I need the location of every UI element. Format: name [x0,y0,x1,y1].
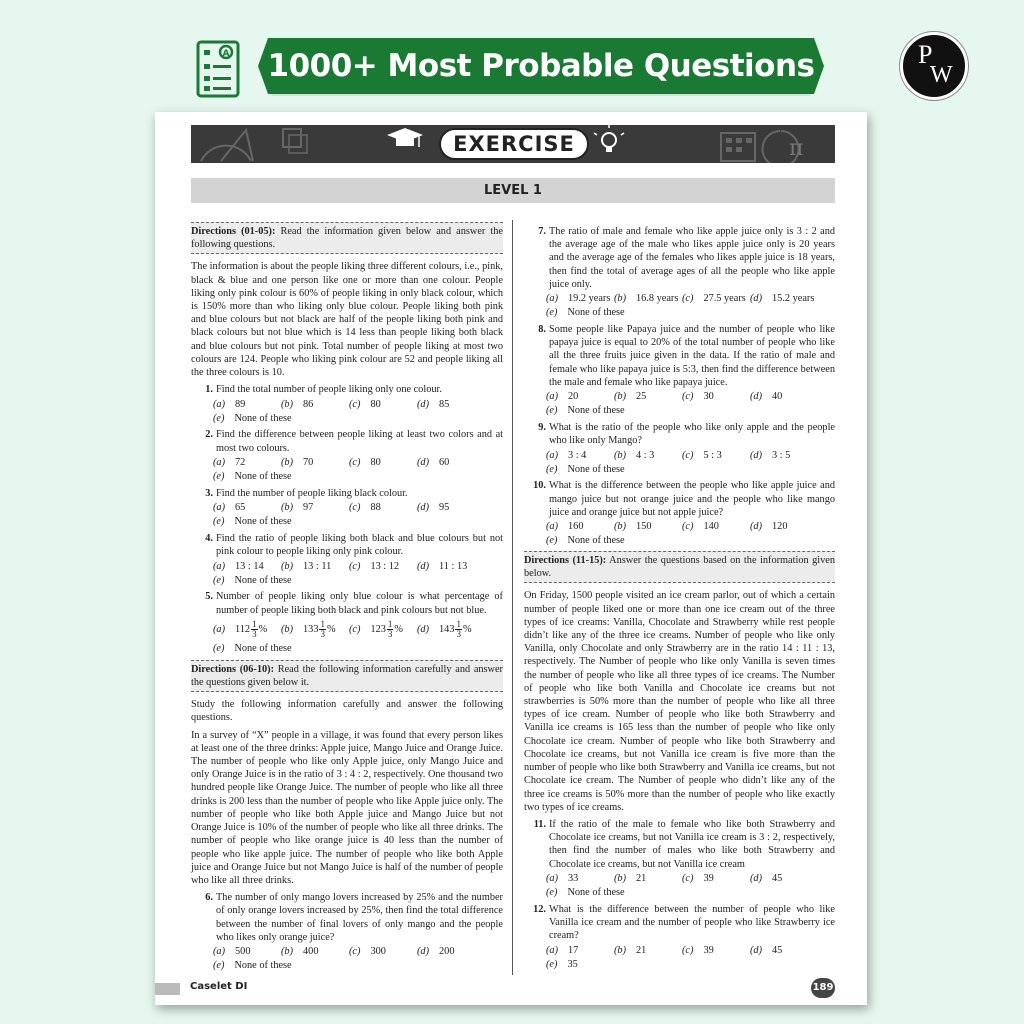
banner-title: 1000+ Most Probable Questions [267,48,815,84]
question-text: Find the ratio of people liking both black and blue colours but not pink colour to people liking only pink colour. [216,533,503,558]
option-d: (d) 95 [417,502,450,514]
question-text: What is the difference between the people who like apple juice and mango juice but not orange juice and the people who like mango juice and orange juice but not apple juice? [549,480,835,518]
option-b: (b) 97 [281,502,314,514]
question-5 [191,590,503,655]
question-number: 12. [533,903,546,915]
question-text: Find the number of people liking black colour. [216,487,408,499]
question-item [191,487,503,529]
options-row [213,470,503,484]
options-row [546,306,835,320]
footer-bar [155,983,180,995]
option-d: (d) 3 : 5 [750,449,791,461]
question-number: 6. [205,892,213,904]
option-e: (e) None of these [213,471,292,483]
options-row [546,534,835,548]
option-d: (d) 15.2 years [750,293,815,305]
question-item [524,818,835,900]
question-item [524,323,835,418]
option-c: (c) 39 [682,873,714,885]
option-a: (a) 19.2 years [546,293,611,305]
option-e: (e) None of these [213,516,292,528]
question-number: 2. [205,429,213,441]
option-d: (d) 11 : 13 [417,560,468,572]
option-a: (a) 65 [213,502,246,514]
options-row [213,959,503,973]
directions-06-10 [191,660,503,692]
option-a: (a) 500 [213,946,251,958]
question-item [524,225,835,320]
options-row [546,957,835,971]
question-number: 5. [205,591,213,603]
option-c: (c) 123 $\frac{1}{3}$ % [349,619,403,640]
options-row [546,886,835,900]
question-list [524,818,835,971]
question-number: 7. [538,226,546,237]
option-b: (b) 86 [281,398,314,410]
right-column [524,222,835,971]
options-row [213,501,503,515]
option-e: (e) None of these [213,960,292,972]
option-a: (a) 33 [546,873,579,885]
exercise-title: EXERCISE [439,128,589,160]
directions-01-05 [191,222,503,254]
option-c: (c) 80 [349,457,381,469]
options-row [546,872,835,886]
options-row [213,397,503,411]
svg-text:π: π [789,136,804,161]
question-item [524,903,835,972]
question-text: The ratio of male and female who like apple juice only is 3 : 2 and the average age of the male who likes apple juice only is 20 years and the average age of the females who likes apple juice is 18 years, then find the total of average ages of all the people who like apple juice only. [549,226,835,290]
question-text: What is the difference between the number of people who like Vanilla ice cream and the number of people who like Strawberry ice cream? [549,903,835,942]
directions-label: Directions (01-05): [191,226,276,237]
options-row [546,462,835,476]
option-b: (b) 133 $\frac{1}{3}$ % [281,619,336,640]
option-d: (d) 40 [750,391,783,403]
option-b: (b) 16.8 years [614,293,679,305]
question-number: 4. [205,533,213,545]
options [546,390,835,418]
options-row [213,456,503,470]
info-paragraph: In a survey of “X” people in a village, it was found that every person likes at least one of the three drinks: Apple juice, Mango Juice and Orange Juice. The number of people who like only Apple juice, only Mango Juice and only Orange Juice is in the ratio of 3 : 4 : 2, respectively. One thousand two hundred people like Orange Juice. The number of people who like all three drinks is 200 less than the number of people who like Apple juice only. The number of people who like both Apple juice and Mango Juice but not Orange Juice is 10% of the number of people who like all three drinks. The number of people who like orange juice is 40 less than the number of people who like apple juice. The number of people who like both Apple juice and Orange Juice but not Mango Juice is half of the number of people who like all three drinks. [191,729,503,886]
options [213,501,503,529]
question-list [524,225,835,548]
directions-11-15 [524,551,835,583]
option-e: (e) None of these [546,887,625,899]
fraction: $\frac{1}{3}$ [387,619,393,640]
options [546,943,835,971]
option-c: (c) 39 [682,944,714,956]
directions-text: Read the information given below and answer the following questions. [191,226,503,251]
directions-label: Directions (11-15): [524,555,607,567]
option-a: (a) 3 : 4 [546,449,587,461]
question-text: Number of people liking only blue colour is what percentage of number of people liking both black and pink colours but not blue. [216,591,503,616]
option-d: (d) 45 [750,873,783,885]
options [213,559,503,587]
title-banner [258,38,824,100]
options [546,448,835,476]
options [213,456,503,484]
option-d: (d) 200 [417,946,455,958]
question-number: 8. [538,324,546,336]
option-b: (b) 25 [614,391,647,403]
directions-text: Answer the questions based on the information given below. [524,555,836,580]
question-text: What is the ratio of the people who like only apple and the people who like only Mango? [549,422,835,447]
question-item [191,532,503,587]
question-number: 3. [205,487,213,499]
options [213,397,503,425]
option-c: (c) 27.5 years [682,293,746,305]
question-number: 11. [533,818,546,830]
question-text: Find the difference between people liking at least two colors and at most two colours. [216,429,503,454]
option-b: (b) 21 [614,944,647,956]
fraction: $\frac{1}{3}$ [456,619,461,640]
column-divider [512,220,513,975]
option-a: (a) 20 [546,391,579,403]
book-page [155,112,867,1005]
question-item [191,428,503,483]
option-d: (d) 85 [417,398,450,410]
option-e: (e) None of these [546,307,625,319]
option-a: (a) 17 [546,944,579,956]
question-list [191,383,503,587]
option-e: (e) None of these [213,643,292,655]
options-row [546,943,835,957]
question-6 [191,891,503,973]
option-c: (c) 30 [682,391,714,403]
options-row [546,520,835,534]
option-e: (e) 35 [546,958,578,970]
question-item [191,383,503,425]
option-c: (c) 140 [682,521,719,533]
option-c: (c) 13 : 12 [349,560,400,572]
options-row [213,515,503,529]
question-text: Some people like Papaya juice and the number of people who like papaya juice is equal to 20% of the total number of people who like all the three fruits juice given in the data. If the ratio of male and female who like papaya juice is 5:3, then find the difference between the male and female who like papaya juice. [549,324,835,388]
option-a: (a) 72 [213,457,246,469]
option-a: (a) 89 [213,398,246,410]
options-row [213,411,503,425]
svg-text:A: A [222,49,230,59]
options [546,872,835,900]
option-d: (d) 120 [750,521,788,533]
level-heading: LEVEL 1 [191,178,835,203]
question-item [191,891,503,973]
option-b: (b) 4 : 3 [614,449,655,461]
pw-logo [900,32,968,100]
option-e: (e) None of these [213,412,292,424]
options-row [546,390,835,404]
options [546,520,835,548]
options-row [546,448,835,462]
options [546,292,835,320]
exercise-header [191,125,835,163]
option-a: (a) 112 $\frac{1}{3}$ % [213,619,268,640]
option-b: (b) 400 [281,946,319,958]
option-d: (d) 143 $\frac{1}{3}$ % [417,619,472,640]
left-column [191,222,503,973]
option-c: (c) 88 [349,502,381,514]
option-d: (d) 45 [750,944,783,956]
info-paragraph: On Friday, 1500 people visited an ice cream parlor, out of which a certain number of people liked one or more than one ice cream out of the three types of ice creams: Vanilla, Chocolate and Strawberry while rest people didn’t like any of the three ice creams. Number of people who like only Vanilla, only Chocolate and only Strawberry are in the ratio 14 : 11 : 13, respectively. The Number of people who like only Vanilla is seven times the number of people who like all three types of ice creams. The Number of people who like both Vanilla and Chocolate ice creams but not strawberries is 50% more than the number of people who like all three types of ice cream. Number of people who like both Strawberry and Vanilla ice creams is 165 less than the number of people who like only Chocolate ice cream. Number of people who like both Strawberry and Chocolate ice creams, but not Vanilla ice cream is five more than the number of people who like both Strawberry and Vanilla ice creams, but not Chocolate ice cream. The Number of people who didn’t like any of the three ice creams is 50% more than the number of people who like exactly two types of ice creams. [524,590,835,813]
options-row [213,945,503,959]
question-text: Find the total number of people liking only one colour. [216,384,442,396]
directions-label: Directions (06-10): [191,663,275,675]
question-number: 1. [205,384,213,396]
book-title: Caselet DI [190,981,248,992]
question-number: 9. [538,422,546,434]
fraction: $\frac{1}{3}$ [320,619,325,640]
page-number: 189 [811,978,835,998]
option-e: (e) None of these [213,574,292,586]
option-b: (b) 70 [281,457,314,469]
question-item [524,421,835,476]
option-e: (e) None of these [546,535,625,547]
info-paragraph: The information is about the people liking three different colours, i.e., pink, black & blue and one person like one or more than one colour. People liking only pink colour is 60% of people liking in only black colour, which is 150% more than who liking only blue colour. People liking both pink and blue colours but not black are half of the people liking both pink and black colours but not blue which is 14 less than people liking both black and blue colours but not pink. Total number of people liking at most two colours are 124. People who liking pink colour are 52 and people liking all the three colours is 10. [191,261,503,379]
question-text: The number of only mango lovers increased by 25% and the number of only orange lovers increased by 25%, then find the total difference between the number of final lovers of only mango and the people who likes only orange juice? [216,892,503,943]
option-b: (b) 150 [614,521,652,533]
options-row [213,573,503,587]
question-text: If the ratio of the male to female who like both Strawberry and Chocolate ice creams, but not Vanilla ice cream is 3 : 2, respectively, then find the number of males who like both Strawberry and Chocolate ice creams, but not Vanilla ice cream [549,818,835,870]
question-item [524,479,835,548]
info-paragraph: Study the following information carefully and answer the following questions. [191,699,503,724]
options [213,945,503,973]
checklist-icon [196,40,240,98]
option-a: (a) 13 : 14 [213,560,264,572]
directions-text: Read the following information carefully and answer the questions given below it. [191,663,503,689]
logo-letter-w: W [930,62,953,88]
options-row [546,404,835,418]
option-c: (c) 300 [349,946,386,958]
fraction: $\frac{1}{3}$ [252,619,257,640]
option-c: (c) 80 [349,398,381,410]
option-b: (b) 13 : 11 [281,560,332,572]
option-a: (a) 160 [546,521,584,533]
logo-letter-p: P [918,40,933,69]
option-e: (e) None of these [546,405,625,417]
option-e: (e) None of these [546,463,625,475]
options-row [546,292,835,306]
question-number: 10. [533,480,546,492]
options-row [213,559,503,573]
option-c: (c) 5 : 3 [682,449,722,461]
option-d: (d) 60 [417,457,450,469]
option-b: (b) 21 [614,873,647,885]
